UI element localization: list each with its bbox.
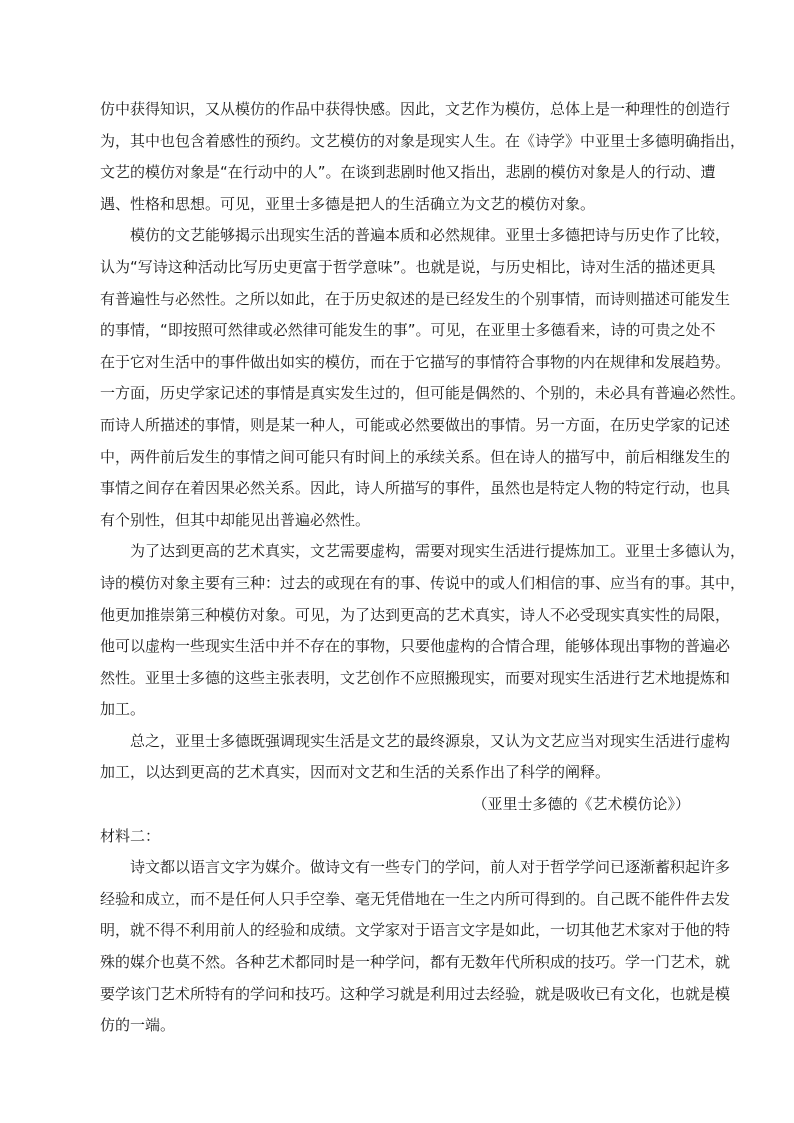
text-line: 他可以虚构一些现实生活中并不存在的事物，只要他虚构的合情合理，能够体现出事物的普遍必 [100,637,731,656]
text-line: 殊的媒介也莫不然。各种艺术都同时是一种学问，都有无数年代所积成的技巧。学一门艺术，就 [100,953,731,972]
text-line: 明，就不得不利用前人的经验和成绩。文学家对于语言文字是如此，一切其他艺术家对于他的特 [100,921,731,940]
paragraph-first-line: 总之，亚里士多德既强调现实生活是文艺的最终源泉，又认为文艺应当对现实生活进行虚构 [130,731,731,750]
paragraph-first-line: 为了达到更高的艺术真实，文艺需要虚构，需要对现实生活进行提炼加工。亚里士多德认为， [130,542,746,561]
text-line: 加工。 [100,700,146,719]
text-line: 的事情，“即按照可然律或必然律可能发生的事”。可见，在亚里士多德看来，诗的可贵之处不 [100,321,716,340]
section-heading: 材料二： [100,826,161,845]
text-line: 而诗人所描述的事情，则是某一种人，可能或必然要做出的事情。另一方面，在历史学家的记述 [100,415,731,434]
text-line: 加工，以达到更高的艺术真实，因而对文艺和生活的关系作出了科学的阐释。 [100,763,611,782]
text-line: 文艺的模仿对象是“在行动中的人”。在谈到悲剧时他又指出，悲剧的模仿对象是人的行动、遭 [100,163,716,182]
source-citation: （亚里士多德的《艺术模仿论》） [472,795,690,814]
text-line: 仿的一端。 [100,1016,176,1035]
text-line: 中，两件前后发生的事情之间可能只有时间上的承续关系。但在诗人的描写中，前后相继发生的 [100,447,731,466]
text-line: 有个别性，但其中却能见出普遍必然性。 [100,510,371,529]
text-line: 诗的模仿对象主要有三种：过去的或现在有的事、传说中的或人们相信的事、应当有的事。其中， [100,573,746,592]
paragraph-first-line: 模仿的文艺能够揭示出现实生活的普遍本质和必然规律。亚里士多德把诗与历史作了比较， [130,226,731,245]
text-line: 遇、性格和思想。可见，亚里士多德是把人的生活确立为文艺的模仿对象。 [100,194,596,213]
text-line: 认为“写诗这种活动比写历史更富于哲学意味”。也就是说，与历史相比，诗对生活的描述更具 [100,257,716,276]
text-line: 然性。亚里士多德的这些主张表明，文艺创作不应照搬现实，而要对现实生活进行艺术地提炼和 [100,668,731,687]
text-line: 一方面，历史学家记述的事情是真实发生过的，但可能是偶然的、个别的，未必具有普遍必然性。 [100,384,746,403]
text-line: 有普遍性与必然性。之所以如此，在于历史叙述的是已经发生的个别事情，而诗则描述可能发生 [100,289,731,308]
text-line: 事情之间存在着因果必然关系。因此，诗人所描写的事件，虽然也是特定人物的特定行动，也具 [100,479,731,498]
text-line: 要学该门艺术所特有的学问和技巧。这种学习就是利用过去经验，就是吸收已有文化，也就是模 [100,984,731,1003]
paragraph-first-line: 诗文都以语言文字为媒介。做诗文有一些专门的学问，前人对于哲学学问已逐渐蓄积起许多 [130,858,731,877]
document-body [100,94,746,1042]
text-line: 在于它对生活中的事件做出如实的模仿，而在于它描写的事情符合事物的内在规律和发展趋势。 [100,352,731,371]
text-line: 他更加推崇第三种模仿对象。可见，为了达到更高的艺术真实，诗人不必受现实真实性的局限， [100,605,731,624]
text-line: 经验和成立，而不是任何人只手空拳、毫无凭借地在一生之内所可得到的。自己既不能件件去发 [100,889,731,908]
text-line: 为，其中也包含着感性的预约。文艺模仿的对象是现实人生。在《诗学》中亚里士多德明确指出， [100,131,746,150]
text-line: 仿中获得知识，又从模仿的作品中获得快感。因此，文艺作为模仿，总体上是一种理性的创造行 [100,100,731,118]
